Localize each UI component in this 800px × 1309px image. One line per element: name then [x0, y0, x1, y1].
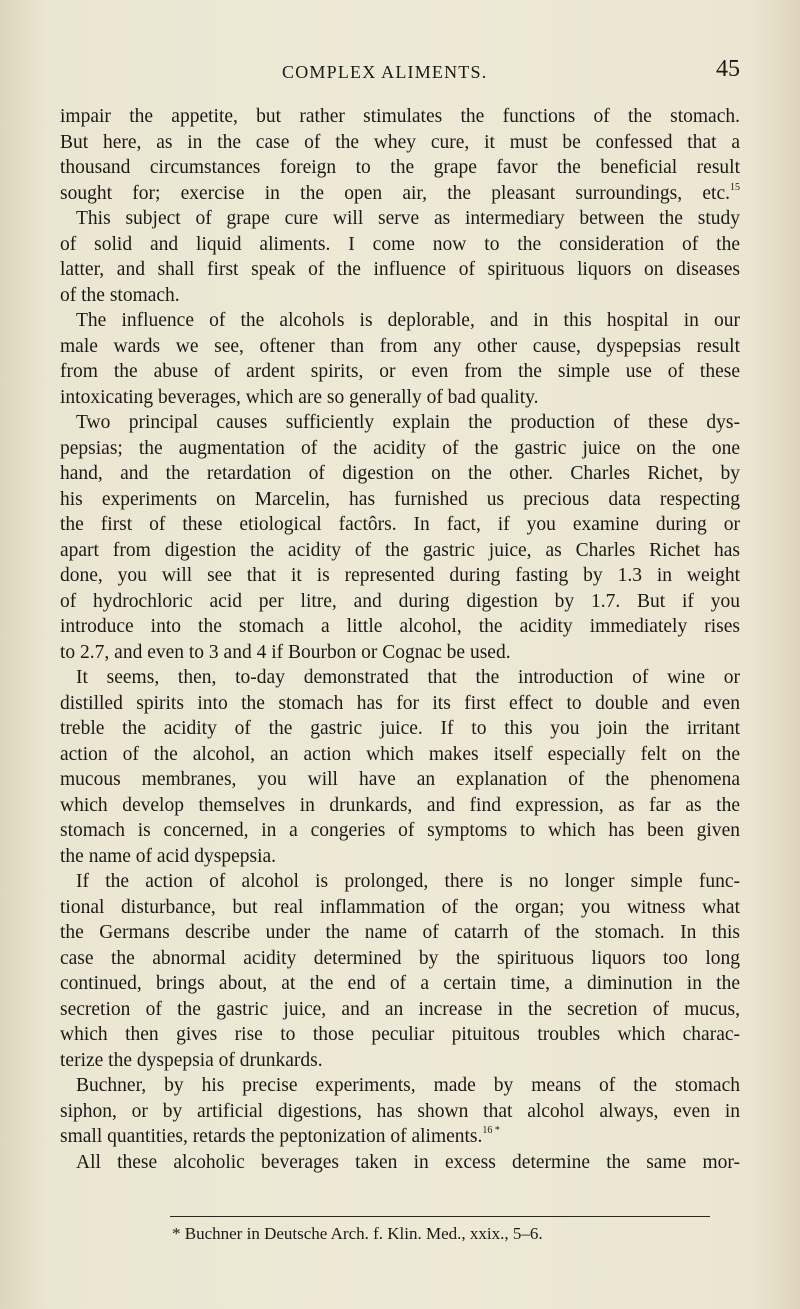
text-line: This subject of grape cure will serve as intermediary between the study — [76, 208, 740, 229]
text-line: treble the acidity of the gastric juice. If to this you join the irritant — [60, 718, 740, 739]
text-line: continued, brings about, at the end of a certain time, a diminution in the — [60, 973, 740, 994]
text-line: which then gives rise to those peculiar pituitous troubles which charac- — [60, 1024, 740, 1045]
text-line: mucous membranes, you will have an explanation of the phenomena — [60, 769, 740, 790]
text-line: Buchner, by his precise experiments, made by means of the stomach — [76, 1075, 740, 1096]
text-line: his experiments on Marcelin, has furnished us precious data respecting — [60, 488, 740, 510]
text-line: from the abuse of ardent spirits, or even from the simple use of these — [60, 361, 740, 382]
text-line: small quantities, retards the peptonization of aliments.$^{16 *}$ — [60, 1125, 500, 1147]
text-line: It seems, then, to-day demonstrated that the introduction of wine or — [76, 667, 740, 688]
text-line: siphon, or by artificial digestions, has shown that alcohol always, even in — [60, 1100, 740, 1122]
text-line: case the abnormal acidity determined by the spirituous liquors too long — [60, 947, 740, 969]
text-line: male wards we see, oftener than from any other cause, dyspepsias result — [60, 335, 740, 357]
text-line: If the action of alcohol is prolonged, there is no longer simple func- — [76, 871, 740, 892]
text-line: pepsias; the augmentation of the acidity of the gastric juice on the one — [60, 437, 740, 459]
text-line: of the stomach. — [60, 284, 180, 306]
text-line: intoxicating beverages, which are so generally of bad quality. — [60, 386, 539, 408]
text-line: the first of these etiological factôrs. In fact, if you examine during or — [60, 514, 740, 535]
text-line: to 2.7, and even to 3 and 4 if Bourbon or Cognac be used. — [60, 641, 511, 663]
text-line: which develop themselves in drunkards, and find expression, as far as the — [60, 794, 740, 816]
text-line: stomach is concerned, in a congeries of symptoms to which has been given — [60, 820, 740, 841]
running-head-title: COMPLEX ALIMENTS. — [282, 62, 488, 82]
text-line: the name of acid dyspepsia. — [60, 845, 277, 867]
text-line: hand, and the retardation of digestion on the other. Charles Richet, by — [60, 463, 740, 484]
text-line: impair the appetite, but rather stimulates the functions of the stomach. — [60, 106, 740, 127]
text-line: tional disturbance, but real inflammation of the organ; you witness what — [60, 896, 740, 918]
text-line: the Germans describe under the name of catarrh of the stomach. In this — [60, 922, 740, 943]
text-line: of hydrochloric acid per litre, and during digestion by 1.7. But if you — [60, 590, 740, 612]
text-line: All these alcoholic beverages taken in excess determine the same mor- — [76, 1151, 740, 1173]
text-line: distilled spirits into the stomach has for its first effect to double and even — [60, 692, 740, 714]
running-head — [0, 58, 800, 88]
text-line: sought for; exercise in the open air, the pleasant surroundings, etc.$^{15}$ — [60, 181, 740, 204]
text-line: apart from digestion the acidity of the gastric juice, as Charles Richet has — [60, 539, 740, 561]
text-line: latter, and shall first speak of the influence of spirituous liquors on diseases — [60, 259, 740, 280]
footnote-ref: 16 * — [482, 1125, 500, 1136]
footnote-rule — [170, 1216, 710, 1217]
text-line: introduce into the stomach a little alcohol, the acidity immediately rises — [60, 616, 740, 637]
footnote: * Buchner in Deutsche Arch. f. Klin. Med., xxix., 5–6. — [172, 1224, 543, 1243]
text-line: Two principal causes sufficiently explain the production of these dys- — [76, 412, 740, 433]
text-line: thousand circumstances foreign to the grape favor the beneficial result — [60, 157, 740, 178]
text-line: But here, as in the case of the whey cure, it must be confessed that a — [60, 131, 740, 153]
body-text — [60, 104, 740, 1175]
text-line: of solid and liquid aliments. I come now to the consideration of the — [60, 233, 740, 255]
text-line: action of the alcohol, an action which makes itself especially felt on the — [60, 743, 740, 765]
text-line: terize the dyspepsia of drunkards. — [60, 1049, 323, 1071]
text-line: secretion of the gastric juice, and an increase in the secretion of mucus, — [60, 998, 740, 1020]
footnote-ref: 15 — [730, 181, 740, 193]
text-line: done, you will see that it is represented during fasting by 1.3 in weight — [60, 565, 740, 586]
page-number: 45 — [716, 56, 740, 82]
text-line: The influence of the alcohols is deplorable, and in this hospital in our — [76, 310, 740, 331]
